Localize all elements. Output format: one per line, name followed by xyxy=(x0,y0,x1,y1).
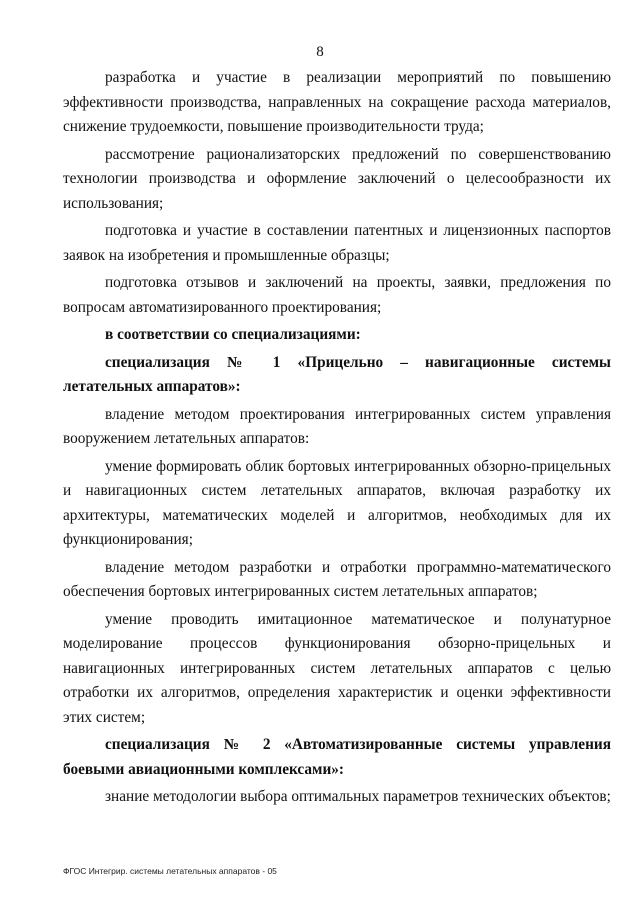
paragraph-reviews-conclusions: подготовка отзывов и заключений на проекты, заявки, предложения по вопросам автоматизированного проектирования; xyxy=(63,274,611,316)
paragraph-weapons-control-design: владение методом проектирования интегрированных систем управления вооружением летательных аппаратов: xyxy=(63,405,611,447)
heading-by-specializations: в соответствии со специализациями: xyxy=(105,326,361,343)
heading-specialization-1: специализация № 1 «Прицельно – навигационные системы летательных аппаратов»: xyxy=(63,353,611,395)
paragraph-efficiency-measures: разработка и участие в реализации мероприятий по повышению эффективности производства, направленных на сокращение расхода материалов, снижение трудоемкости, повышение производительности труда; xyxy=(63,69,611,135)
paragraph-simulation-modeling: умение проводить имитационное математическое и полунатурное моделирование процессов функционирования обзорно-прицельных и навигационных интегрированных систем летательных аппаратов с целью отработки их алгоритмов, определения характеристик и оценки эффективности этих систем; xyxy=(63,610,611,726)
paragraph-software-development: владение методом разработки и отработки программно-математического обеспечения бортовых интегрированных систем летательных аппаратов; xyxy=(63,558,611,600)
heading-specialization-2: специализация № 2 «Автоматизированные системы управления боевыми авиационными комплексами»: xyxy=(63,736,611,778)
paragraph-optimization-methodology: знание методологии выбора оптимальных параметров технических объектов; xyxy=(105,788,611,805)
paragraph-patent-passports: подготовка и участие в составлении патентных и лицензионных паспортов заявок на изобретения и промышленные образцы; xyxy=(63,222,611,264)
document-body xyxy=(63,66,611,813)
paragraph-rationalization-proposals: рассмотрение рационализаторских предложений по совершенствованию технологии производства и оформление заключений о целесообразности их использования; xyxy=(63,145,611,212)
paragraph-onboard-systems-appearance: умение формировать облик бортовых интегрированных обзорно-прицельных и навигационных систем летательных аппаратов, включая разработку их архитектуры, математических моделей и алгоритмов, необходимых для их функционирования; xyxy=(63,457,611,548)
document-footer: ФГОС Интегрир. системы летательных аппаратов - 05 xyxy=(63,866,277,876)
page-number: 8 xyxy=(316,44,324,60)
